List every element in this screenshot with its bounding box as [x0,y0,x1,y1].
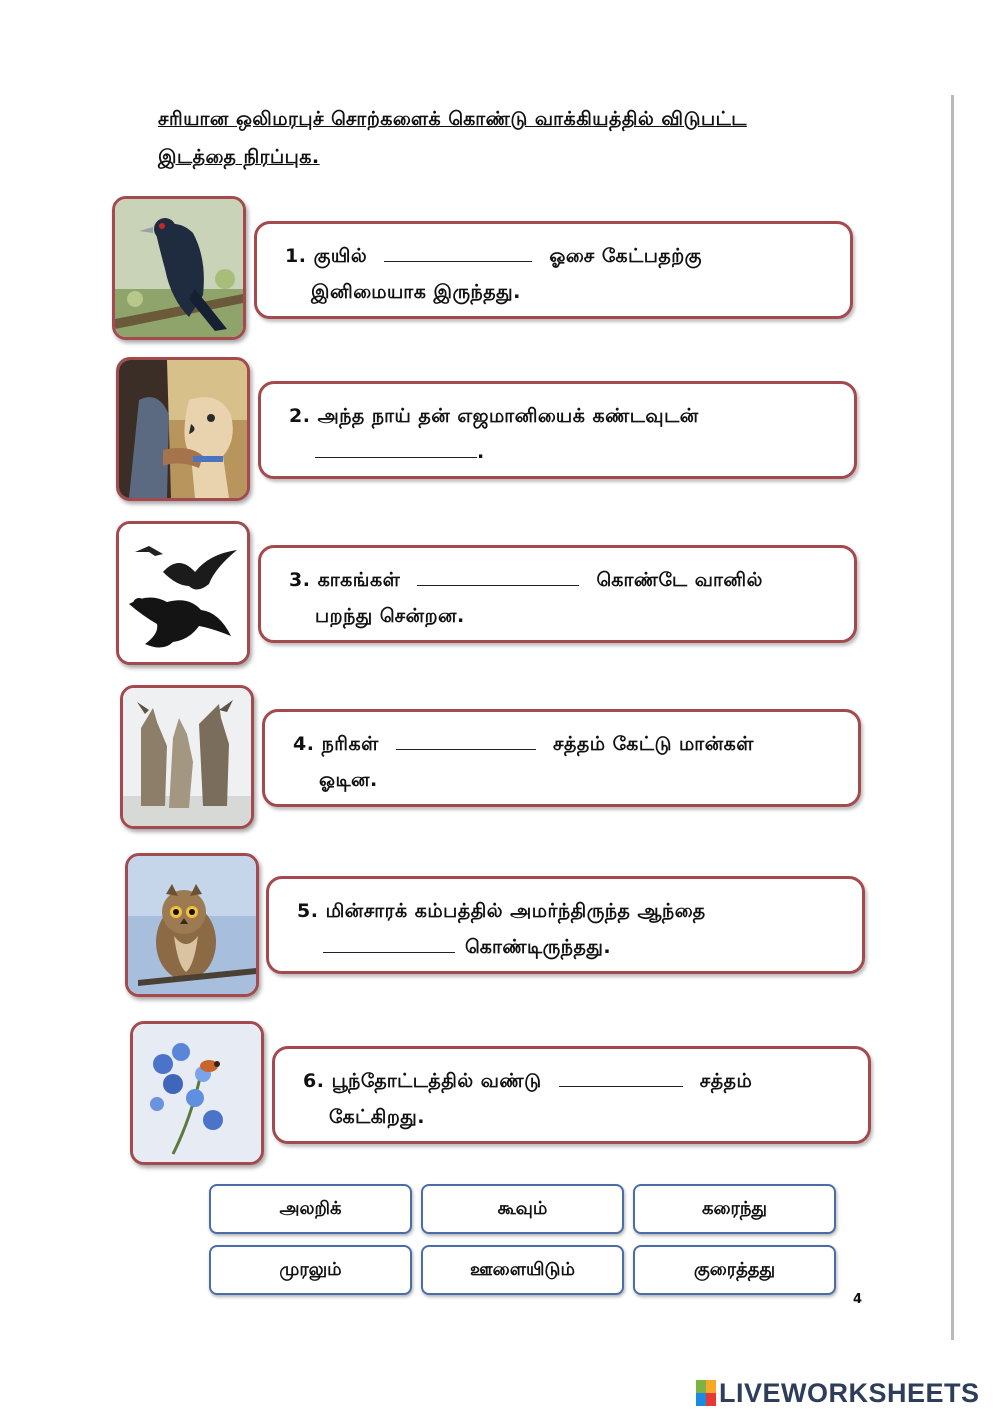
answer-blank[interactable] [559,1064,683,1087]
question-number: 2. [289,405,311,427]
question-text-before: காகங்கள் [317,569,401,591]
question-box-1 [254,221,853,319]
question-text-line2: கேட்கிறது. [329,1106,425,1128]
question-text-before: குயில் [313,245,368,267]
question-text-before: மின்சாரக் கம்பத்தில் அமர்ந்திருந்த ஆந்தை [325,900,706,922]
question-text-6 [303,1063,848,1135]
question-number: 3. [289,569,311,591]
question-box-5 [266,876,865,974]
word-option[interactable]: அலறிக் [209,1184,412,1234]
answer-blank[interactable] [323,930,455,953]
question-number: 6. [303,1070,325,1092]
question-text-after: சத்தம் [699,1070,753,1092]
question-text-before: அந்த நாய் தன் எஜமானியைக் கண்டவுடன் [317,405,699,427]
question-text-1 [285,238,830,310]
question-text-after: ஓசை கேட்பதற்கு [549,245,702,267]
brand-name: LIVEWORKSHEETS [719,1377,980,1408]
cuckoo-bird-image [112,196,246,340]
question-text-after: கொண்டே வானில் [596,569,763,591]
answer-blank[interactable] [417,563,579,586]
word-option[interactable]: ஊளையிடும் [421,1245,624,1295]
word-option[interactable]: கூவும் [421,1184,624,1234]
word-option[interactable]: கரைந்து [633,1184,836,1234]
instruction-heading [158,100,848,176]
answer-blank[interactable] [384,239,532,262]
question-text-3 [289,562,834,634]
question-text-line2: கொண்டிருந்தது. [465,936,612,958]
instruction-line-1: சரியான ஒலிமரபுச் சொற்களைக் கொண்டு வாக்கியத்தில் விடுபட்ட [158,108,747,130]
question-text-before: நரிகள் [321,733,379,755]
question-number: 4. [293,733,315,755]
dog-with-owner-image [116,357,250,501]
beetle-on-flowers-image [130,1021,264,1165]
question-box-4 [262,709,861,807]
word-option[interactable]: குரைத்தது [633,1245,836,1295]
question-text-5 [297,893,842,965]
question-text-line2: பறந்து சென்றன. [315,605,465,627]
question-text-before: பூந்தோட்டத்தில் வண்டு [331,1070,542,1092]
word-option[interactable]: முரலும் [209,1245,412,1295]
liveworksheets-logo-icon [696,1380,716,1406]
answer-blank[interactable] [396,727,536,750]
question-text-line2: . [477,441,485,463]
liveworksheets-logo[interactable] [696,1378,980,1408]
question-number: 5. [297,900,319,922]
question-number: 1. [285,245,307,267]
question-text-line2: இனிமையாக இருந்தது. [311,281,521,303]
howling-wolves-image [120,685,254,829]
question-text-4 [293,726,838,798]
question-text-line2: ஓடின. [319,769,378,791]
answer-blank[interactable] [315,435,477,458]
crows-flying-image [116,521,250,665]
question-text-after: சத்தம் கேட்டு மான்கள் [553,733,754,755]
page-edge-line [951,95,954,1340]
question-box-6 [272,1046,871,1144]
question-text-2 [289,398,834,470]
page-number: 4 [853,1292,863,1307]
question-box-2 [258,381,857,479]
question-box-3 [258,545,857,643]
instruction-line-2: இடத்தை நிரப்புக. [158,146,320,168]
owl-image [125,853,259,997]
